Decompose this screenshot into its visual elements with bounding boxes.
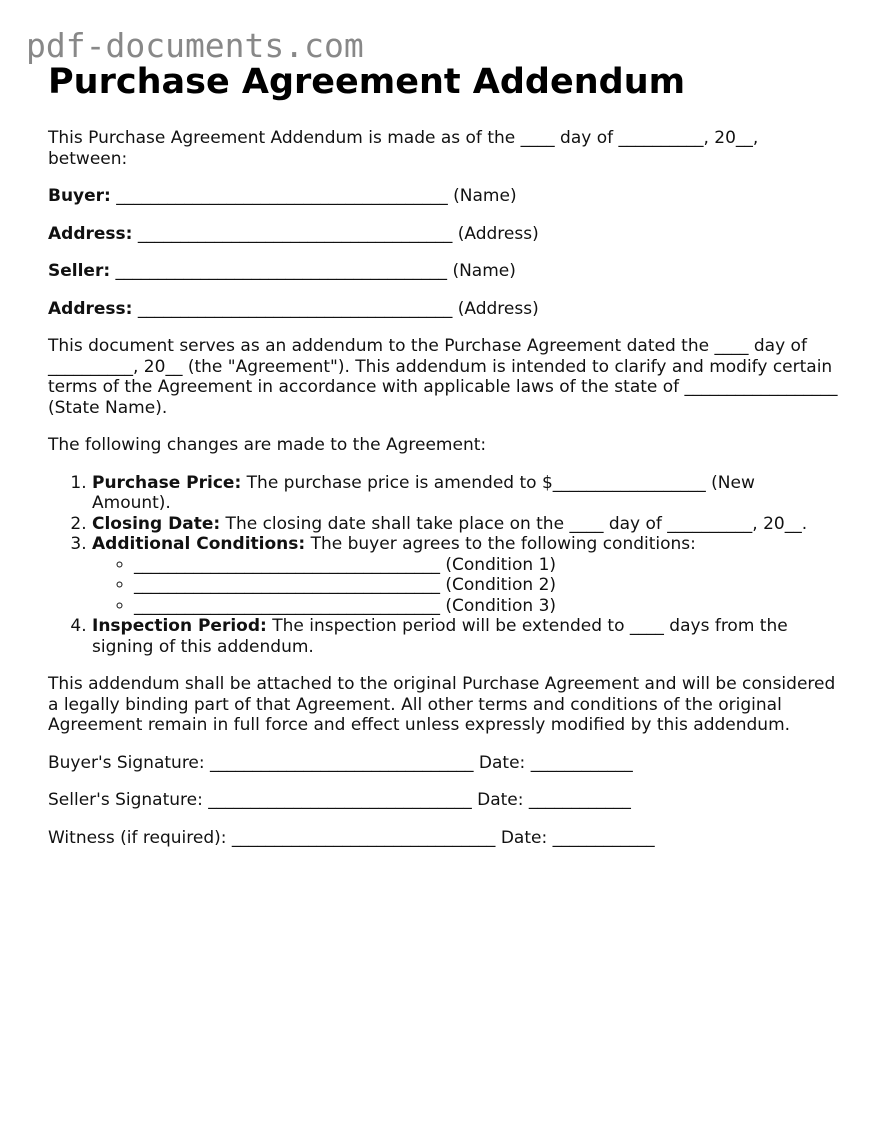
document-page (48, 60, 838, 848)
seller-label: Seller: (48, 261, 111, 281)
conditions-list (92, 555, 838, 617)
change-item-additional-conditions (92, 534, 838, 616)
change-label: Inspection Period: (92, 616, 267, 636)
buyer-field: _______________________________________ (Name) (110, 186, 517, 206)
witness-signature-line: Witness (if required): _______________________________ Date: ____________ (48, 827, 655, 848)
changes-list (48, 473, 838, 658)
buyer-signature-line: Buyer's Signature: _______________________________ Date: ____________ (48, 752, 633, 773)
buyer-label: Buyer: (48, 186, 111, 206)
seller-field: _______________________________________ (Name) (110, 261, 516, 281)
buyer-address-line (48, 224, 838, 245)
seller-address-line (48, 299, 838, 320)
buyer-address-label: Address: (48, 223, 133, 244)
condition-item: ◦ ____________________________________ (Condition 3) (134, 596, 838, 617)
seller-line (48, 261, 838, 282)
closing-paragraph: This addendum shall be attached to the original Purchase Agreement and will be considered a legally binding part of that Agreement. All other terms and conditions of the original Agreement remain in full force and effect unless expressly modified by this addendum. (48, 674, 836, 735)
change-text: The inspection period will be extended to ____ days from the signing of this addendum. (92, 616, 788, 657)
change-label: Additional Conditions: (92, 534, 306, 554)
change-text: The closing date shall take place on the ____ day of __________, 20__. (220, 513, 808, 534)
change-item-inspection-period (92, 616, 838, 657)
buyer-line (48, 186, 838, 207)
condition-item: ◦ ____________________________________ (Condition 1) (134, 555, 838, 576)
change-label: Purchase Price: (92, 472, 242, 493)
change-label: Closing Date: (92, 513, 221, 534)
intro-paragraph: This Purchase Agreement Addendum is made as of the ____ day of __________, 20__, between: (48, 128, 759, 169)
changes-intro: The following changes are made to the Agreement: (48, 435, 487, 455)
purpose-paragraph: This document serves as an addendum to the Purchase Agreement dated the ____ day of __________, 20__ (the "Agreement"). This addendum is intended to clarify and modify certain terms of the Agreement in accordance with applicable laws of the state of __________________ (State Name). (48, 336, 838, 418)
watermark: pdf-documents.com (26, 26, 364, 65)
condition-item: ◦ ____________________________________ (Condition 2) (134, 575, 838, 596)
change-text: The buyer agrees to the following conditions: (305, 534, 696, 554)
seller-signature-line: Seller's Signature: _______________________________ Date: ____________ (48, 790, 631, 810)
seller-address-label: Address: (48, 298, 133, 319)
change-item-closing-date (92, 514, 838, 535)
seller-address-field: _____________________________________ (Address) (132, 298, 539, 319)
document-title: Purchase Agreement Addendum (48, 62, 686, 102)
change-item-purchase-price (92, 473, 838, 514)
change-text: The purchase price is amended to $__________________ (New Amount). (92, 472, 755, 513)
buyer-address-field: _____________________________________ (Address) (132, 223, 539, 244)
